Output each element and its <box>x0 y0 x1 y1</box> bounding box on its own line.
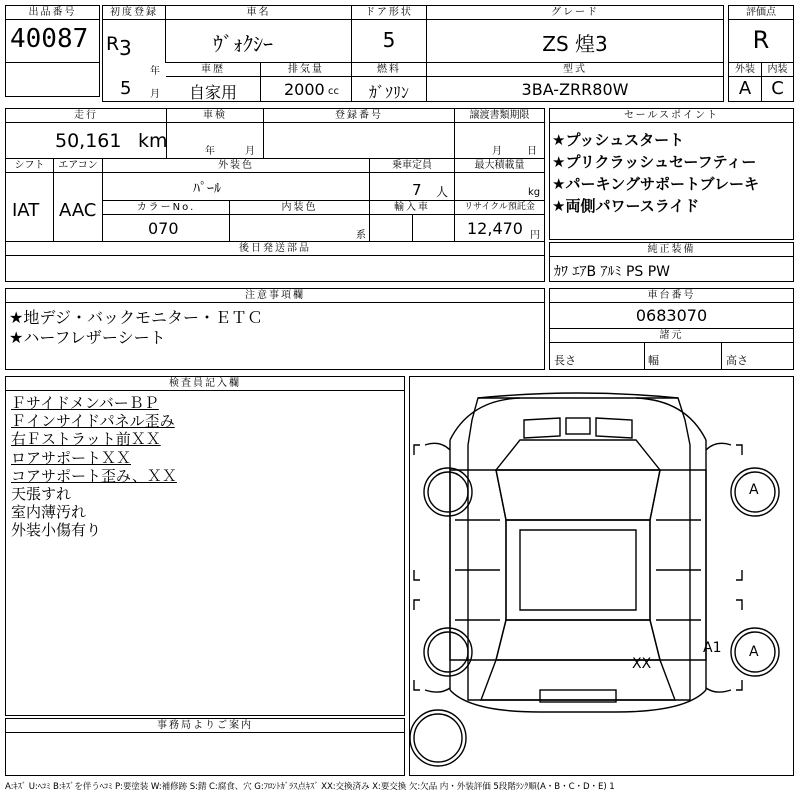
capacity-unit: 人 <box>436 185 449 199</box>
registration-era: R <box>106 33 120 55</box>
ac-value: AAC <box>59 200 97 221</box>
inspector-note-2: Ｆインサイドパネル歪み <box>11 412 175 431</box>
int-color-unit: 系 <box>356 230 366 241</box>
displacement-unit: cc <box>328 86 339 97</box>
notes-label: 注意事項欄 <box>6 289 544 303</box>
grade-value: ZS 煌3 <box>542 32 608 56</box>
inspector-note-5: コアサポート歪み、ＸＸ <box>11 466 177 485</box>
reg-number-label: 登録番号 <box>264 109 454 123</box>
inspector-note-3: 右Ｆストラット前ＸＸ <box>11 430 161 449</box>
fuel-label: 燃料 <box>352 63 426 77</box>
selling-point-3: ★パーキングサポートブレーキ <box>552 175 759 193</box>
inspection-label: 車検 <box>167 109 263 123</box>
equipment-label: 純正装備 <box>550 243 793 257</box>
registration-month-suffix: 月 <box>150 89 160 100</box>
inspector-note-1: ＦサイドメンバーＢＰ <box>11 394 159 412</box>
shift-label: シフト <box>6 159 53 173</box>
office-label: 事務局よりご案内 <box>6 719 404 733</box>
selling-point-4: ★両側パワースライド <box>552 197 700 215</box>
damage-mark-front-right-wheel: A <box>749 482 759 498</box>
history-label: 車歴 <box>166 63 260 77</box>
length-label: 長さ <box>554 354 576 367</box>
inspection-year: 年 <box>205 146 215 157</box>
ext-color-value: ﾊﾟｰﾙ <box>193 181 221 197</box>
color-no-label: カラーNo. <box>103 201 229 215</box>
mileage-value: 50,161 <box>55 130 122 152</box>
history-value: 自家用 <box>188 83 237 102</box>
inspector-notes <box>11 394 401 540</box>
load-unit: kg <box>528 187 541 198</box>
load-label: 最大積載量 <box>455 159 544 173</box>
lot-number-label: 出品番号 <box>6 6 99 20</box>
damage-diagram-box <box>409 376 794 776</box>
damage-mark-rear-right-wheel: A <box>749 644 759 660</box>
lot-number: 40087 <box>10 24 89 54</box>
mileage-label: 走行 <box>6 109 166 123</box>
interior-score: C <box>771 78 784 99</box>
chassis-number: 0683070 <box>635 306 708 325</box>
displacement-label: 排気量 <box>261 63 351 77</box>
int-color-label: 内装色 <box>230 201 369 215</box>
recycle-unit: 円 <box>530 230 540 241</box>
inspector-note-4: ロアサポートＸＸ <box>11 448 132 467</box>
note-1: ★地デジ・バックモニター・ＥＴＣ <box>9 308 264 327</box>
displacement-value: 2000 <box>284 80 325 99</box>
ext-color-label: 外装色 <box>103 159 369 173</box>
legend-text: A:ｷｽﾞ U:ﾍｺﾐ B:ｷｽﾞを伴うﾍｺﾐ P:要塗装 W:補修跡 S:錆 C:腐食、穴 G:ﾌﾛﾝﾄｶﾞﾗｽ点ｷｽﾞ XX:交換済み X:要交換 欠:欠品 内・外装評価 5段階ﾗﾝｸ順(A・B・C・D・E) 1 <box>5 782 615 792</box>
inspection-month: 月 <box>245 146 255 157</box>
registration-year: 3 <box>119 36 132 60</box>
model-code: 3BA-ZRR80W <box>521 80 629 99</box>
car-name-label: 車名 <box>166 6 351 20</box>
registration-year-suffix: 年 <box>150 66 160 77</box>
door-count: 5 <box>382 28 396 52</box>
damage-mark-rear-right-a1: A1 <box>703 640 722 656</box>
recycle-value: 12,470 <box>467 219 523 238</box>
grade-label: グレード <box>427 6 723 20</box>
registration-month: 5 <box>120 78 132 99</box>
score-value: R <box>752 26 770 54</box>
width-label: 幅 <box>648 354 659 367</box>
transfer-month: 月 <box>492 146 502 157</box>
inspector-label: 検査員記入欄 <box>6 377 404 391</box>
ac-label: エアコン <box>54 159 102 173</box>
selling-point-2: ★プリクラッシュセーフティー <box>552 153 757 171</box>
recycle-label: リサイクル預託金 <box>455 201 544 215</box>
height-label: 高さ <box>726 354 748 367</box>
inspector-note-6: 天張すれ <box>11 485 72 504</box>
inspector-note-7: 室内薄汚れ <box>11 503 87 522</box>
damage-mark-rear-xx: XX <box>632 656 652 672</box>
transfer-day: 日 <box>527 146 537 157</box>
fuel-value: ｶﾞｿﾘﾝ <box>368 83 409 102</box>
equipment-value: ｶﾜ ｴｱB ｱﾙﾐ PS PW <box>554 264 671 280</box>
capacity-value: 7 <box>412 181 422 199</box>
import-label: 輸入車 <box>370 201 454 215</box>
selling-point-1: ★プッシュスタート <box>552 131 685 149</box>
shift-value: IAT <box>12 200 40 221</box>
mileage-unit: km <box>138 130 168 152</box>
first-registration-label: 初度登録 <box>103 6 165 20</box>
selling-points-label: セールスポイント <box>550 109 793 123</box>
score-label: 評価点 <box>729 6 793 20</box>
later-parts-label: 後日発送部品 <box>6 242 544 256</box>
transfer-label: 譲渡書類期限 <box>455 109 544 123</box>
color-no-value: 070 <box>148 219 179 238</box>
door-label: ドア形状 <box>352 6 426 20</box>
note-2: ★ハーフレザーシート <box>9 328 166 347</box>
chassis-label: 車台番号 <box>550 289 793 303</box>
inspector-note-8: 外装小傷有り <box>11 521 102 540</box>
interior-label: 内装 <box>762 63 793 77</box>
exterior-label: 外装 <box>729 63 761 77</box>
exterior-score: A <box>738 78 752 99</box>
car-name: ｳﾞｫｸｼｰ <box>213 32 273 56</box>
model-code-label: 型式 <box>427 63 723 77</box>
dims-label: 諸元 <box>550 329 793 343</box>
capacity-label: 乗車定員 <box>370 159 454 173</box>
